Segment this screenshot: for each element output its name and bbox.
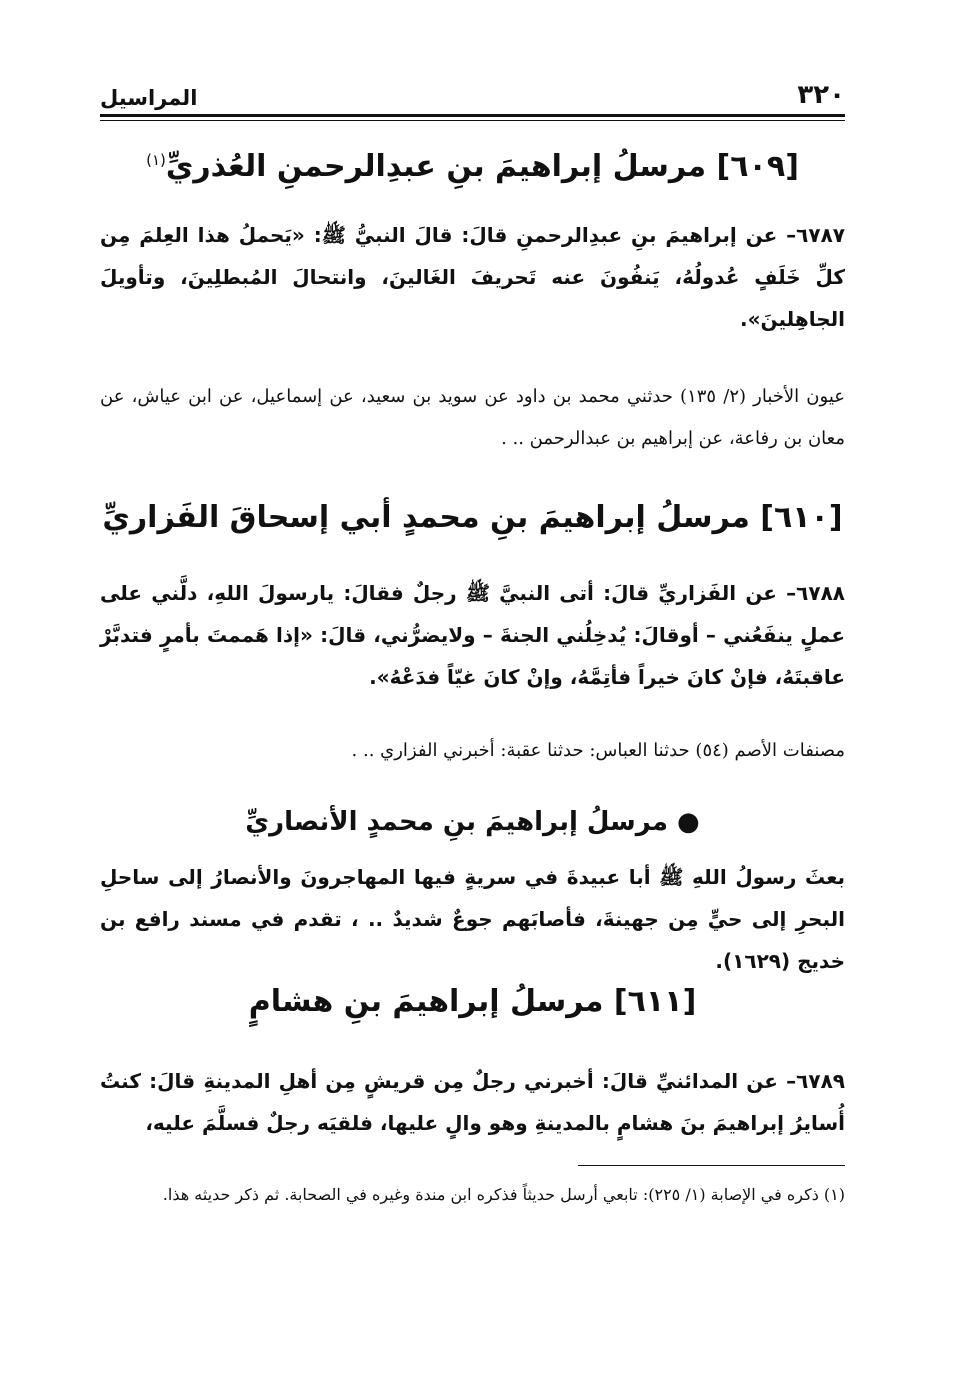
header-rule-thin [100,120,845,121]
section-heading-609 [100,138,845,189]
hadith-ansari: بعثَ رسولُ اللهِ ﷺ أبا عبيدةَ في سريةٍ فيها المهاجرونَ والأنصارُ إلى ساحلِ البحرِ إلى حيٍّ مِن جهينةَ، فأصابَهم جوعٌ شديدٌ .. ، تقدم في مسند رافع بن خديج (١٦٢٩). [100,865,845,973]
page-number: ٣٢٠ [797,80,845,110]
header-rule-thick [100,114,845,117]
source-6788: مصنفات الأصم (٥٤) حدثنا العباس: حدثنا عقبة: أخبرني الفزاري .. . [351,740,845,761]
running-title: المراسيل [100,86,198,110]
hadith-6787: ٦٧٨٧– عن إبراهيمَ بنِ عبدِالرحمنِ قالَ: قالَ النبيُّ ﷺ: «يَحملُ هذا العِلمَ مِن كلِّ خَلَفٍ عُدولُهُ، يَنفُونَ عنه تَحريفَ الغَالينَ، وانتحالَ المُبطلِينَ، وتأويلَ الجاهِلينَ». [100,223,845,331]
footnote-1: (١) ذكره في الإصابة (١/ ٢٢٥): تابعي أرسل حديثاً فذكره ابن مندة وغيره في الصحابة. ثم ذكر حديثه هذا. [162,1185,845,1204]
footnote-marker: (١) [146,151,166,169]
footnote-rule [578,1165,845,1166]
heading-text: [٦٠٩] مرسلُ إبراهيمَ بنِ عبدِالرحمنِ العُذريِّ [165,149,799,184]
section-heading-610: [٦١٠] مرسلُ إبراهيمَ بنِ محمدٍ أبي إسحاقَ الفَزاريِّ [102,500,843,535]
hadith-6789: ٦٧٨٩– عن المدائنيِّ قالَ: أخبرني رجلٌ مِن قريشٍ مِن أهلِ المدينةِ قالَ: كنتُ أُسايرُ إبراهيمَ بنَ هشامٍ بالمدينةِ وهو والٍ عليها، فلقيَه رجلٌ فسلَّمَ عليه، [100,1069,845,1135]
running-head [100,70,845,110]
section-heading-ansari: ● مرسلُ إبراهيمَ بنِ محمدٍ الأنصاريِّ [245,807,700,837]
hadith-6788: ٦٧٨٨– عن الفَزاريِّ قالَ: أتى النبيَّ ﷺ رجلٌ فقالَ: يارسولَ اللهِ، دلَّني على عملٍ ينفَعُني – أوقالَ: يُدخِلُني الجنةَ – ولايضرُّني، قالَ: «إذا هَممتَ بأمرٍ فتدبَّرْ عاقبتَهُ، فإنْ كانَ خيراً فأتِمَّهُ، وإنْ كانَ غيّاً فدَعْهُ». [100,581,845,689]
section-heading-611: [٦١١] مرسلُ إبراهيمَ بنِ هشامٍ [248,984,697,1019]
source-6787: عيون الأخبار (٢/ ١٣٥) حدثني محمد بن داود عن سويد بن سعيد، عن إسماعيل، عن ابن عياش، عن معان بن رفاعة، عن إبراهيم بن عبدالرحمن .. . [100,386,845,449]
